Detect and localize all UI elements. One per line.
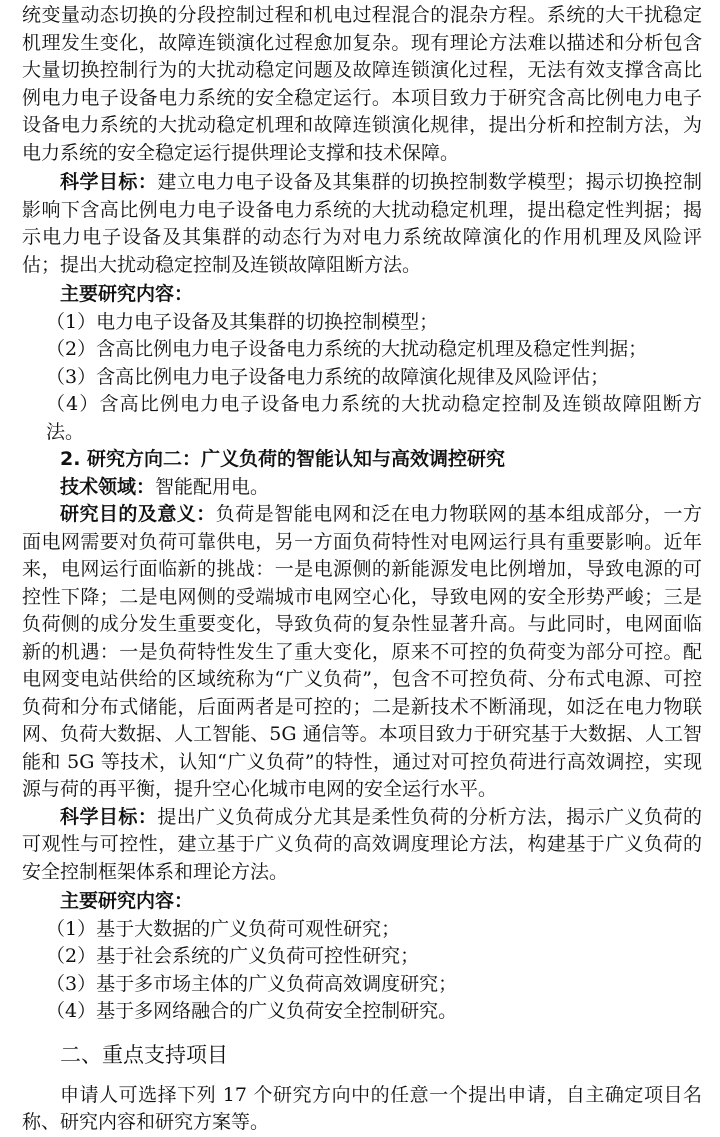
dir2-science-goal — [22, 804, 702, 887]
dir2-content-item: （1）基于大数据的广义负荷可观性研究； — [46, 917, 401, 940]
dir2-purpose — [22, 501, 702, 804]
dir2-purpose-text: 负荷是智能电网和泛在电力物联网的基本组成部分，一方面电网需要对负荷可靠供电，另一方面负荷特性对电网运行具有重要影响。近年来，电网运行面临新的挑战：一是电源侧的新能源发电比例增加，导致电源的可控性下降；二是电网侧的受端城市电网空心化，导致电网的安全形势严峻；三是负荷侧的成分发生重要变化，导致负荷的复杂性显著升高。与此同时，电网面临新的机遇：一是负荷特性发生了重大变化，原来不可控的负荷变为部分可控。配电网变电站供给的区域统称为“广义负荷”，包含不可控负荷、分布式电源、可控负荷和分布式储能，后面两者是可控的；二是新技术不断涌现，如泛在电力物联网、负荷大数据、人工智能、5G 通信等。本项目致力于研究基于大数据、人工智能和 5G 等技术，认知“广义负荷”的特性，通过对可控负荷进行高效调控，实现源与荷的再平衡，提升空心化城市电网的安全运行水平。 — [22, 503, 702, 800]
section-two-paragraph: 申请人可选择下列 17 个研究方向中的任意一个提出申请，自主确定项目名称、研究内容和研究方案等。 — [22, 1083, 702, 1133]
dir2-tech-field — [22, 474, 702, 502]
dir2-content-item: （3）基于多市场主体的广义负荷高效调度研究； — [46, 972, 458, 995]
dir1-science-goal — [22, 169, 702, 279]
intro-paragraph: 统变量动态切换的分段控制过程和机电过程混合的混杂方程。系统的大干扰稳定机理发生变化，故障连锁演化过程愈加复杂。现有理论方法难以描述和分析包含大量切换控制行为的大扰动稳定问题及故障连锁演化过程，无法有效支撑含高比例电力电子设备电力系统的安全稳定运行。本项目致力于研究含高比例电力电子设备电力系统的大扰动稳定机理和故障连锁演化规律，提出分析和控制方法，为电力系统的安全稳定运行提供理论支撑和技术保障。 — [22, 4, 702, 164]
dir2-content-item: （4）基于多网络融合的广义负荷安全控制研究。 — [46, 1000, 458, 1022]
dir1-content-item: （2）含高比例电力电子设备电力系统的大扰动稳定机理及稳定性判据； — [46, 338, 648, 360]
dir2-science-goal-label: 科学目标： — [60, 805, 158, 828]
dir1-science-goal-label: 科学目标： — [60, 171, 158, 193]
dir2-content-label: 主要研究内容： — [60, 890, 194, 912]
section-two-title: 二、重点支持项目 — [60, 1042, 228, 1067]
dir1-content-item: （1）电力电子设备及其集群的切换控制模型； — [46, 310, 439, 333]
dir2-heading: 2. 研究方向二：广义负荷的智能认知与高效调控研究 — [60, 448, 506, 470]
dir2-purpose-label: 研究目的及意义： — [60, 503, 216, 525]
document-page — [22, 2, 702, 1137]
dir2-science-goal-text: 提出广义负荷成分尤其是柔性负荷的分析方法，揭示广义负荷的可观性与可控性，建立基于广义负荷的高效调度理论方法，构建基于广义负荷的安全控制框架体系和理论方法。 — [22, 805, 702, 883]
dir1-content-item: （3）含高比例电力电子设备电力系统的故障演化规律及风险评估； — [46, 365, 610, 388]
dir1-content-item: （4）含高比例电力电子设备电力系统的大扰动稳定控制及连锁故障阻断方法。 — [46, 393, 702, 443]
dir2-tech-field-text: 智能配用电。 — [155, 475, 270, 498]
dir2-tech-field-label: 技术领域： — [60, 475, 156, 498]
dir1-content-label: 主要研究内容： — [60, 283, 194, 305]
dir2-content-item: （2）基于社会系统的广义负荷可控性研究； — [46, 945, 420, 967]
dir1-science-goal-text: 建立电力电子设备及其集群的切换控制数学模型；揭示切换控制影响下含高比例电力电子设备电力系统的大扰动稳定机理，提出稳定性判据；揭示电力电子设备及其集群的动态行为对电力系统故障演化的作用机理及风险评估；提出大扰动稳定控制及连锁故障阻断方法。 — [22, 171, 702, 276]
